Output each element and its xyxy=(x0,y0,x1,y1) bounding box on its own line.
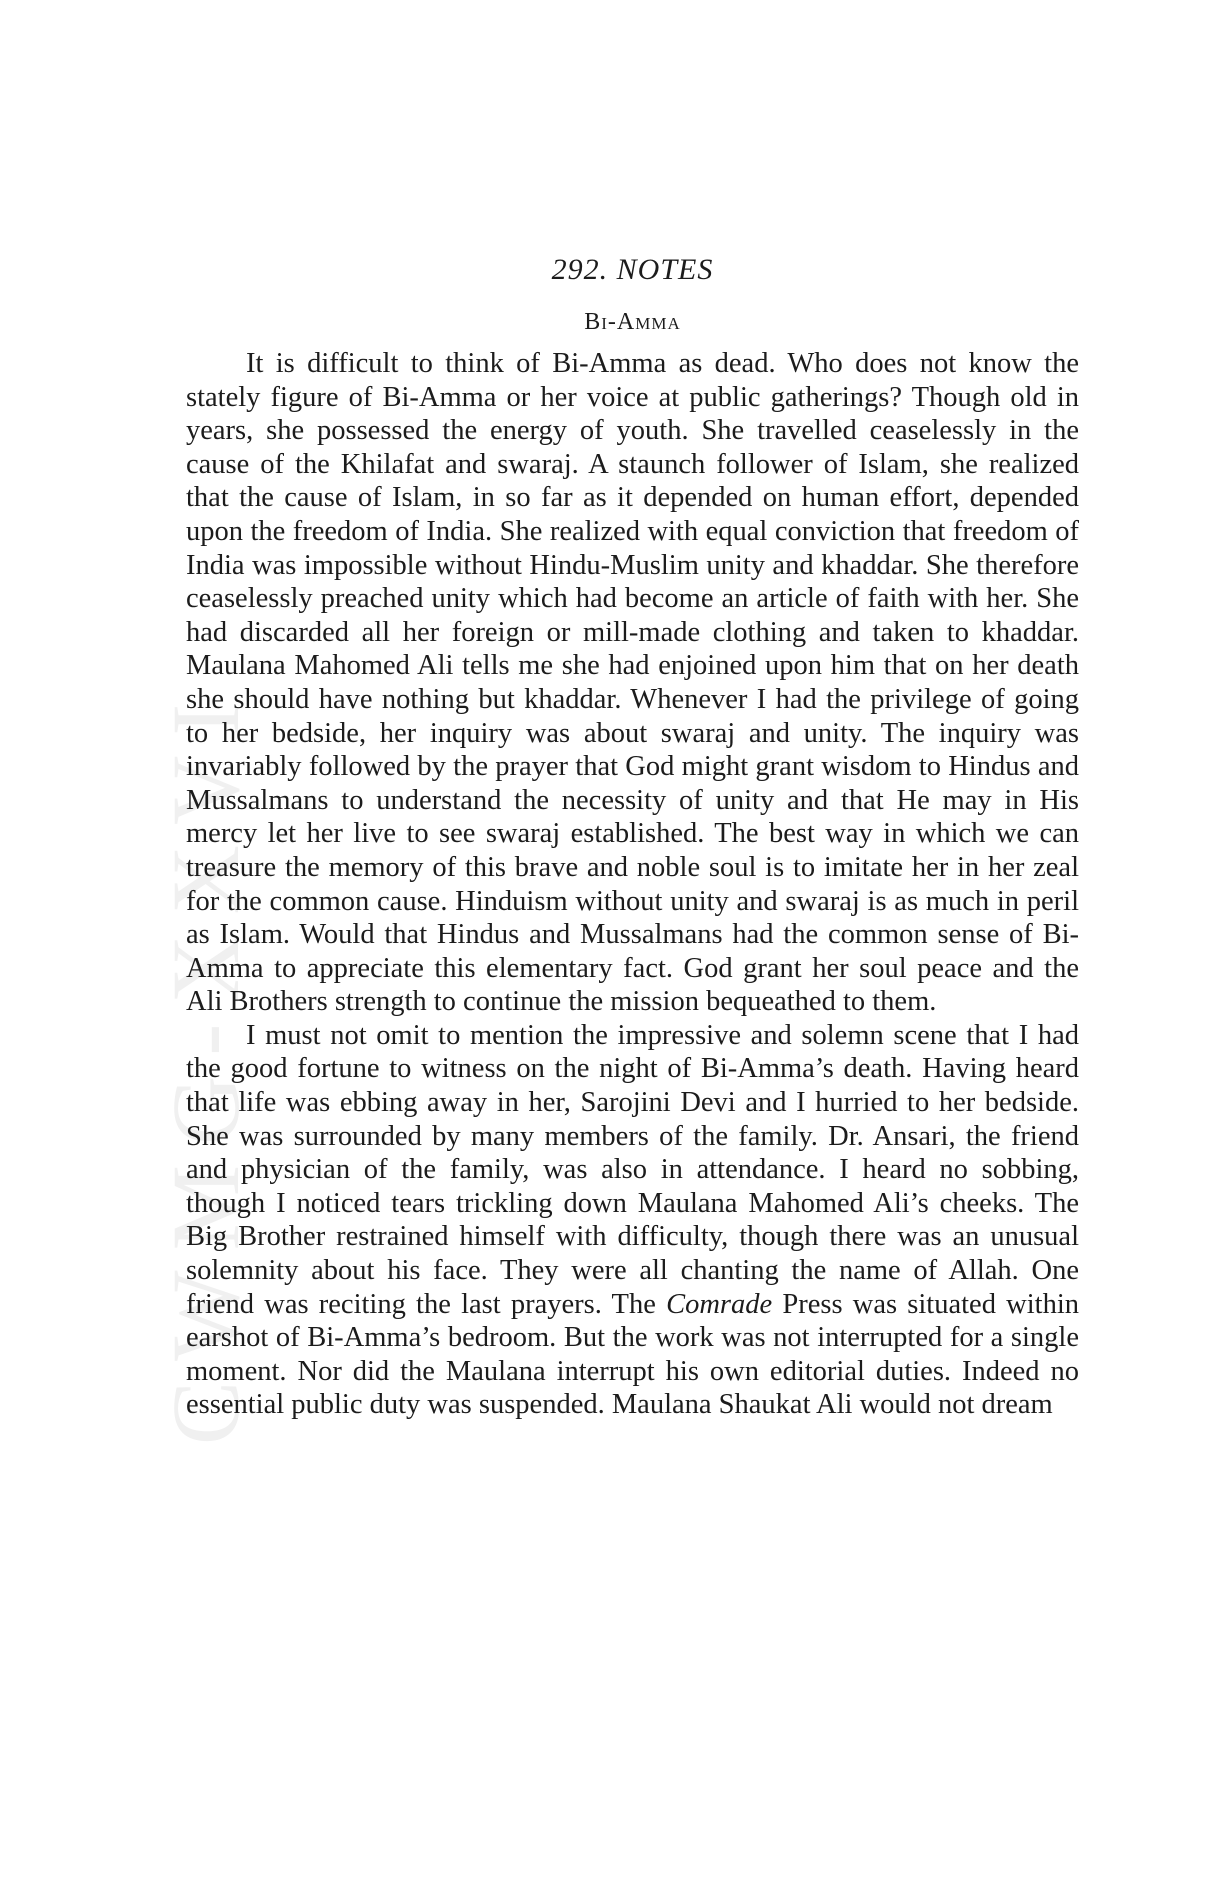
section-subheading: Bi-Amma xyxy=(584,309,681,335)
watermark: CWMG-XXVI xyxy=(152,683,259,1445)
body-text xyxy=(186,347,1079,1422)
paragraph-2 xyxy=(186,1019,1079,1422)
paragraph-1: It is difficult to think of Bi-Amma as dead. Who does not know the stately figure of Bi-Amma or her voice at public gatherings? Though old in years, she possessed the energy of youth. She travelled ceaselessly in the cause of the Khilafat and swaraj. A staunch follower of Islam, she realized that the cause of Islam, in so far as it depended on human effort, depended upon the freedom of India. She realized with equal conviction that freedom of India was impossible without Hindu-Muslim unity and khaddar. She therefore ceaselessly preached unity which had become an article of faith with her. She had discarded all her foreign or mill-made clothing and taken to khaddar. Maulana Mahomed Ali tells me she had enjoined upon him that on her death she should have nothing but khaddar. Whenever I had the privilege of going to her bedside, her inquiry was about swaraj and unity. The inquiry was invariably followed by the prayer that God might grant wisdom to Hindus and Mussalmans to understand the necessity of unity and that He may in His mercy let her live to see swaraj established. The best way in which we can treasure the memory of this brave and noble soul is to imitate her in her zeal for the common cause. Hinduism without unity and swaraj is as much in peril as Islam. Would that Hindus and Mussalmans had the common sense of Bi-Amma to appreciate this elementary fact. God grant her soul peace and the Ali Brothers strength to continue the mission bequeathed to them. xyxy=(186,348,1079,1018)
paragraph-2-text-after: Press was situated within earshot of Bi-Amma’s bedroom. But the work was not interrupted for a single moment. Nor did the Maulana interrupt his own editorial duties. Indeed no essential public duty was suspended. Maulana Shaukat Ali would not dream xyxy=(186,1288,1079,1421)
paragraph-2-text-before: I must not omit to mention the impressive and solemn scene that I had the good fortune to witness on the night of Bi-Amma’s death. Having heard that life was ebbing away in her, Sarojini Devi and I hurried to her bedside. She was surrounded by many members of the family. Dr. Ansari, the friend and physician of the family, was also in attendance. I heard no sobbing, though I noticed tears trickling down Maulana Mahomed Ali’s cheeks. The Big Brother restrained himself with difficulty, though there was an unusual solemnity about his face. They were all chanting the name of Allah. One friend was reciting the last prayers. The xyxy=(186,1019,1079,1320)
newspaper-title-comrade: Comrade xyxy=(666,1288,773,1320)
page-title: 292. NOTES xyxy=(551,253,714,286)
